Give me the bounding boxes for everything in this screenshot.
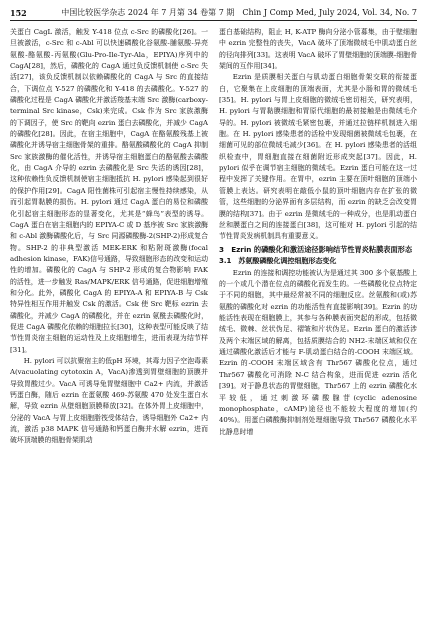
subsection-heading: 3.1 苏氨酸磷酸化调控细胞形态变化 [219, 257, 337, 266]
right-column [219, 27, 417, 617]
body-paragraph: 关蛋白 CagL 激活，触发 Y-418 位点 c-Src 的磷酸化[26]。一旦被激活，c-Src 和 c-Abl 可以快速磷酸化谷氨酸-脯氨酸-异亮氨酸-酪氨酸-丙氨酸(Glu-Pro-Ile-Tyr-Ala，EPIYA)序列中的 CagA[28]，然后，磷酸化的 CagA 通过负反馈机制使 c-Src 失活[27]，该负反馈机制以依赖磷酸化的 CagA 与 Src 的直接结合，下调位点 Y-527 的磷酸化和 Y-418 的去磷酸化。Y-527 的磷酸化过程是 CagA 磷酸化并激活羧基末端 Src 激酶(carboxy-terminal Src kinase，Csk)来完成。Csk 作为 Src 家族激酶的下调因子，使 Src 的靶向 ezrin 蛋白去磷酸化，并减少 CagA 的磷酸化[28]。因此，在宿主细胞中，CagA 在酪氨酸残基上被磷酸化并诱导宿主细胞骨架的重排。酪氨酸磷酸化的 CagA 抑制 Src 家族激酶的催化活性，并诱导宿主细胞蛋白的酪氨酸去磷酸化，由 CagA 介导的 ezrin 去磷酸化是 Src 失活的诱因[28]，这种依赖性负反馈机制使宿主细胞抵抗 H. pylori 感染起到很好的保护作用[29]。CagA 阳性菌株可引起宿主慢性持续感染，从而引起胃黏膜的损伤。H. pylori 通过 CagA 蛋白的易位和磷酸化引起宿主细胞形态的显著变化，尤其是“蜂鸟”表型的诱导。CagA 蛋白在宿主细胞内的 EPIYA-C 或 D 基序被 Src 家族激酶和 c-Abl 激酶磷酸化后，与 Src 同源磷酸酶-2(SHP-2)形成复合物。SHP-2 的非典型激活 MEK-ERK 和粘附斑激酶(focal adhesion kinase，FAK)信号通路，导致细胞形态的改变和运动性的增加。磷酸化的 CagA 与 SHP-2 形成的复合物影响 FAK 的活性，进一步触发 Ras/MAPK/ERK 信号通路，促进细胞增殖和分化。此外，磷酸化 CagA 的 EPIYA-A 和 EPIYA-B 与 Csk 特异性相互作用并触发 Csk 的激活。Csk 使 Src 靶标 ezrin 去磷酸化，并减少 CagA 的磷酸化，并在 ezrin 氨酰去磷酸化时，促进 CagA 磷酸化依赖的细胞拉长[30]，这种表型可能反映了结节性胃炎宿主细胞的运动性及上皮细胞增生，进而表现为结节样[31]。 [10, 28, 208, 354]
left-column [10, 27, 208, 617]
body-paragraph: 蛋白基础结构，阻止 H, K-ATP 酶向分泌小管募集，由于壁细胞中 ezrin 完整性的丧失，VacA 破坏了顶端微绒毛中肌动蛋白丝的径向排列[33]。这表明 VacA 破坏了胃壁细胞的顶端膜-细胞骨架间的互作用[34]。 [219, 28, 417, 71]
page-number: 152 [10, 8, 27, 18]
body-paragraph: Ezrin 是质膜相关蛋白与肌动蛋白细胞骨架交联的衔接蛋白，它聚集在上皮细胞的顶端表面，尤其是小肠和胃的微绒毛[35]。H. pylori 与胃上皮细胞的微绒毛密切相关，研究表明，H. pylori 与胃黏膜细胞和胃原代细胞的最初接触是由微绒毛介导的。H. pylori 被微绒毛紧密包裹，并通过拉链样机制进入细胞。在 H. pylori 感染患者的活检中发现细菌被微绒毛包裹，在细菌可见的部位微绒毛减少[36]。在 H. pylori 感染患者的活组织检查中，胃细胞直接在细菌附近形成突起[37]。因此，H. pylori 似乎在调节宿主细胞的微绒毛。Ezrin 蛋白可能在这一过程中发挥了关键作用。在胃中，ezrin 主要在顶叶细胞的顶端小管膜上表达。研究表明在敲低小鼠的顶叶细胞内存在扩张的微管，这些细胞的分泌界面有多层结构，而 ezrin 的缺乏会改变胃膜的结构[37]。由于 ezrin 是微绒毛的一种成分，也是肌动蛋白丝和膜蛋白之间的连接蛋白[38]，这可能对 H. pylori 引起的结节性胃炎发病机制具有重要意义。 [219, 73, 417, 241]
journal-citation: 中国比较医学杂志 2024 年 7 月第 34 卷第 7 期 Chin J Comp Med, July 2024, Vol. 34, No. 7 [61, 8, 417, 17]
body-paragraph: Ezrin 的连接和调控功能被认为是通过其 300 多个氨基酸上的一个或几个潜在位点的磷酸化而发生的。一些磷酸化位点特定于不同的细胞，其中最经常被不同的细胞反应。丝氨酸和(或)苏氨酸的磷酸化对 ezrin 的功能活性有直接影响[39]。Ezrin 的功能活性表现在细胞膜上，其参与各种膜表面突起的形成，包括微绒毛、微棘、丝状伪足、褶皱和片状伪足。Ezrin 蛋白的激活涉及两个末端区域的解离，包括质膜结合的 NH2-末端区域和仅在通过磷酸化激活后才能与 F-肌动蛋白结合的-COOH 末端区域。Ezrin 的-COOH 末端区域含有 Thr567 磷酸化位点，通过 Thr567 磷酸化可消除 N-C 结合构象，进而促进 ezrin 活化[39]。对于静息状态的胃壁细胞，Thr567 上的 ezrin 磷酸化水平较低，通过刺激环磷酸腺苷(cyclic adenosine monophosphate，cAMP)途径也不能较大程度的增加(约 40%)。用蛋白磷酸酶抑制剂处理细胞导致 Thr567 磷酸化水平比静息时增 [219, 268, 417, 436]
running-header [10, 6, 417, 21]
section-heading: 3 Ezrin 的磷酸化和激活途径影响结节性胃炎粘膜表面形态 [219, 244, 413, 254]
body-paragraph: H. pylori 可以抗聚宿主的低pH 环境，其毒力因子空泡毒素 A(vacuolating cytotoxin A，VacA)渗透到胃壁细胞的顶膜并导致胃酸过少。VacA 可诱导兔胃壁细胞中 Ca2+ 内流，并激活钙蛋白酶，随后 ezrin 在蛋氨酸 469-苏氨酸 470 处发生蛋白水解，导致 ezrin 从壁细胞顶膜释放[32]。在体外胃上皮细胞中，分泌的 VacA 与胃上皮细胞脂筏受体结合，诱导细胞外 Ca2+ 内流，激活 p38 MAPK 信号通路和钙蛋白酶并水解 ezrin，进而破坏顶端膜的细胞骨架肌动 [10, 356, 208, 445]
